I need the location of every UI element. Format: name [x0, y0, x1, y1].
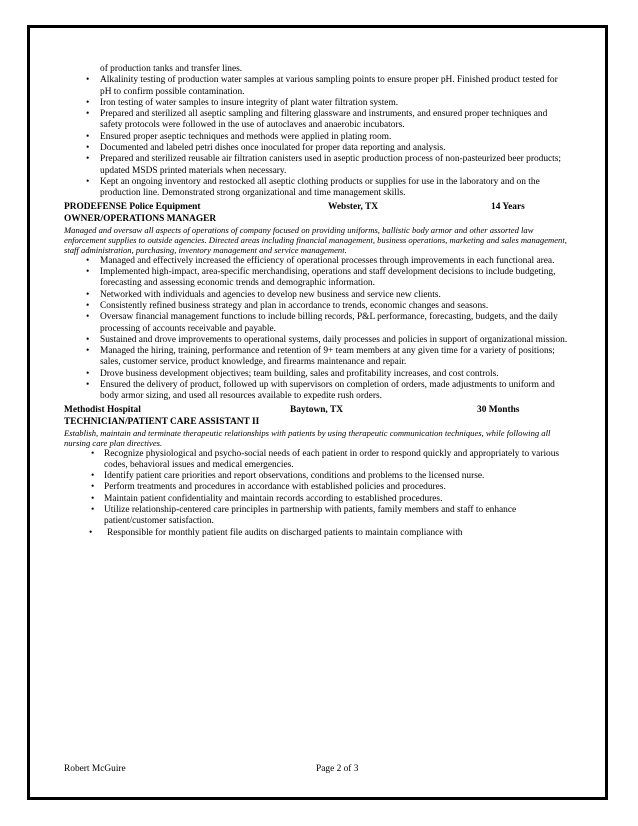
job2-description: Managed and oversaw all aspects of operations of company focused on providing uniforms, ballistic body armor and other assorted law enforcement supplies to outside agencies. Directed areas including financial management, business operations, marketing and sales management, staff administration, purchasing, inventory management and service management.	[64, 224, 567, 256]
job2-title: OWNER/OPERATIONS MANAGER	[64, 213, 217, 224]
list-item: • Consistently refined business strategy and plan in accordance to trends, economic changes and seasons.	[64, 301, 570, 312]
list-item: • Implemented high-impact, area-specific merchandising, operations and staff development decisions to include budgeting, forecasting and assessing economic trends and demographic information.	[64, 267, 570, 290]
list-item: • Managed the hiring, training, performance and retention of 9+ team members at any given time for a variety of positions; sales, customer service, product knowledge, and firearms maintenance and repair.	[64, 346, 570, 369]
list-item: • Responsible for monthly patient file audits on discharged patients to maintain compliance with	[64, 528, 570, 539]
list-item: • Drove business development objectives; team building, sales and profitability increases, and cost controls.	[64, 369, 570, 380]
continuation-line: of production tanks and transfer lines.	[100, 64, 243, 74]
footer-page-number: Page 2 of 3	[316, 764, 359, 774]
list-item: • Oversaw financial management functions to include billing records, P&L performance, forecasting, budgets, and the daily processing of accounts receivable and payable.	[64, 312, 570, 335]
list-item: • Kept an ongoing inventory and restocked all aseptic clothing products or supplies for use in the laboratory and on the production line. Demonstrated strong organizational and time management skills.	[64, 177, 570, 200]
job2-employer: PRODEFENSE Police Equipment	[64, 201, 201, 212]
job3-title: TECHNICIAN/PATIENT CARE ASSISTANT II	[64, 416, 260, 427]
list-item: • Recognize physiological and psycho-social needs of each patient in order to respond quickly and appropriately to various codes, behavioral issues and medical emergencies.	[64, 449, 570, 472]
job2-bullet-list	[64, 256, 570, 403]
list-item: • Identify patient care priorities and report observations, conditions and problems to the licensed nurse.	[64, 471, 570, 482]
section1-bullet-list	[64, 75, 570, 199]
resume-body	[64, 64, 570, 539]
job3-header	[64, 405, 570, 417]
list-item: • Iron testing of water samples to insure integrity of plant water filtration system.	[64, 98, 570, 109]
job3-duration: 30 Months	[477, 404, 520, 415]
list-item: • Prepared and sterilized all aseptic sampling and filtering glassware and instruments, and ensured proper techniques and safety protocols were followed in the use of autoclaves and anaerobic incubators.	[64, 109, 570, 132]
job3-description: Establish, maintain and terminate therapeutic relationships with patients by using therapeutic communication techniques, while following all nursing care plan directives.	[64, 427, 551, 449]
list-item: • Alkalinity testing of production water samples at various sampling points to ensure proper pH. Finished product tested for pH to confirm possible contamination.	[64, 75, 570, 98]
list-item: • Maintain patient confidentiality and maintain records according to established procedures.	[64, 494, 570, 505]
list-item: • Documented and labeled petri dishes once inoculated for proper data reporting and analysis.	[64, 143, 570, 154]
list-item: • Managed and effectively increased the efficiency of operational processes through improvements in each functional area.	[64, 256, 570, 267]
list-item: • Sustained and drove improvements to operational systems, daily processes and policies in support of organizational mission.	[64, 335, 570, 346]
list-item: • Utilize relationship-centered care principles in partnership with patients, family members and staff to enhance patient/customer satisfaction.	[64, 505, 570, 528]
job2-header	[64, 202, 570, 214]
list-item: • Prepared and sterilized reusable air filtration canisters used in aseptic production process of non-pasteurized beer products; updated MSDS printed materials when necessary.	[64, 154, 570, 177]
job3-location: Baytown, TX	[290, 404, 343, 415]
list-item: • Ensured proper aseptic techniques and methods were applied in plating room.	[64, 132, 570, 143]
list-item: • Networked with individuals and agencies to develop new business and service new clients.	[64, 290, 570, 301]
footer-name: Robert McGuire	[64, 764, 126, 774]
list-item: • Perform treatments and procedures in accordance with established policies and procedures.	[64, 482, 570, 493]
job3-employer: Methodist Hospital	[64, 404, 141, 415]
job2-duration: 14 Years	[491, 201, 525, 212]
job2-location: Webster, TX	[328, 201, 379, 212]
page-footer	[64, 764, 570, 776]
job3-bullet-list	[64, 449, 570, 539]
list-item: • Ensured the delivery of product, followed up with supervisors on completion of orders, made adjustments to uniform and body armor sizing, and used all resources available to expedite rush orders.	[64, 380, 570, 403]
